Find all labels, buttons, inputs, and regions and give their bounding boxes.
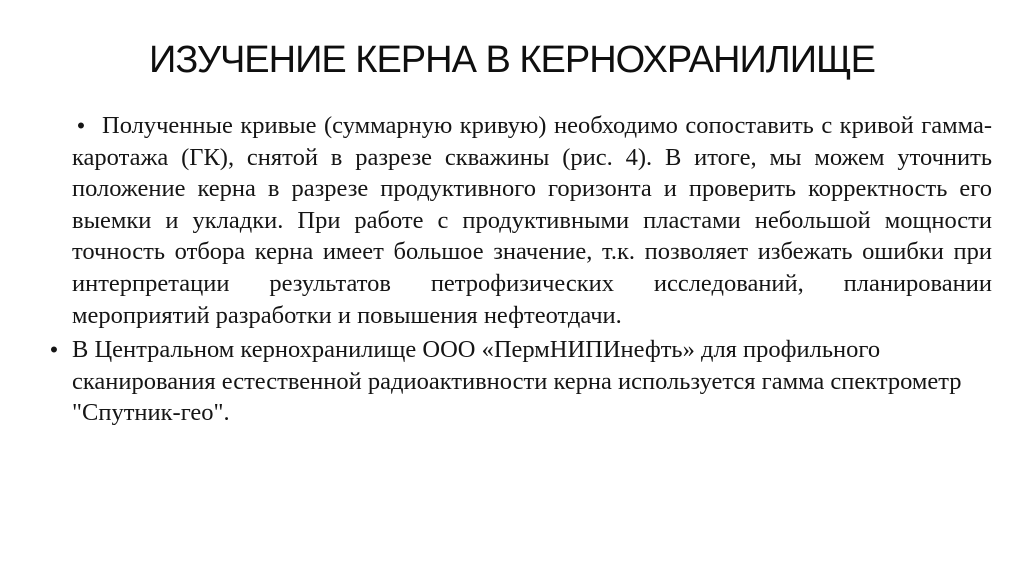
slide-title: ИЗУЧЕНИЕ КЕРНА В КЕРНОХРАНИЛИЩЕ <box>149 39 875 81</box>
bullet-marker: • <box>77 113 85 138</box>
bullet-text: В Центральном кернохранилище ООО «ПермНИПИнефть» для профильного сканирования естественной радиоактивности керна используется гамма спектрометр "Спутник-гео". <box>72 336 962 427</box>
bullet-item <box>72 110 992 331</box>
bullet-text: Полученные кривые (суммарную кривую) необходимо сопоставить с кривой гамма-каротажа (ГК), снятой в разрезе скважины (рис. 4). В итоге, мы можем уточнить положение керна в разрезе продуктивного горизонта и проверить корректность его выемки и укладки. При работе с продуктивными пластами небольшой мощности точность отбора керна имеет большое значение, т.к. позволяет избежать ошибки при интерпретации результатов петрофизических исследований, планировании мероприятий разработки и повышения нефтеотдачи. <box>72 112 992 329</box>
slide-content <box>50 110 992 429</box>
bullet-item <box>50 334 992 429</box>
bullet-marker: • <box>50 337 58 363</box>
